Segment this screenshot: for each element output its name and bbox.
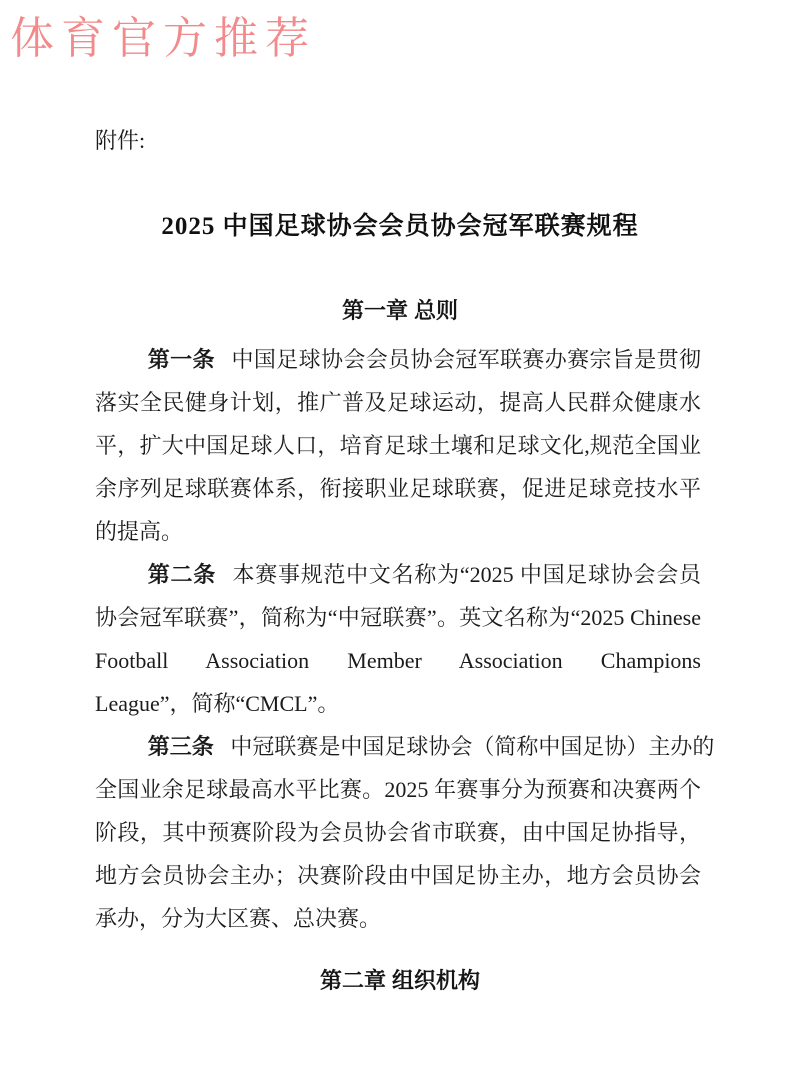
article-1-line-2: 落实全民健身计划，推广普及足球运动，提高人民群众健康水 <box>95 390 701 415</box>
article-3-line-2: 全国业余足球最高水平比赛。2025 年赛事分为预赛和决赛两个 <box>95 777 701 802</box>
article-3-first-line-text: 中冠联赛是中国足球协会（简称中国足协）主办的 <box>230 734 715 759</box>
article-2-line-4: League”，简称“CMCL”。 <box>95 691 340 716</box>
article-1-first-line-text: 中国足球协会会员协会冠军联赛办赛宗旨是贯彻 <box>231 347 701 372</box>
attachment-label: 附件: <box>95 128 146 153</box>
article-1-label: 第一条 <box>147 347 215 372</box>
document-body <box>95 338 715 940</box>
chapter-1-heading: 第一章 总则 <box>341 298 459 323</box>
article-3-line-5: 承办，分为大区赛、总决赛。 <box>95 906 382 931</box>
article-2-label: 第二条 <box>147 562 216 587</box>
article-1-line-4: 余序列足球联赛体系，衔接职业足球联赛，促进足球竞技水平 <box>95 476 701 501</box>
article-1-line-1 <box>95 338 701 381</box>
article-3-line-1 <box>95 725 715 768</box>
article-1-line-5: 的提高。 <box>95 519 184 544</box>
article-3-line-3: 阶段，其中预赛阶段为会员协会省市联赛，由中国足协指导， <box>95 820 701 845</box>
article-2-line-3: Football Association Member Association Champions <box>95 648 701 673</box>
chapter-2-heading: 第二章 组织机构 <box>319 968 481 993</box>
watermark-text: 体育官方推荐 <box>10 14 316 63</box>
article-1-line-3: 平，扩大中国足球人口，培育足球土壤和足球文化,规范全国业 <box>95 433 701 458</box>
article-3-label: 第三条 <box>147 734 214 759</box>
article-2-first-line-text: 本赛事规范中文名称为“2025 中国足球协会会员 <box>232 562 701 587</box>
article-3-line-4: 地方会员协会主办；决赛阶段由中国足协主办，地方会员协会 <box>95 863 701 888</box>
article-2-line-2: 协会冠军联赛”，简称为“中冠联赛”。英文名称为“2025 Chinese <box>95 605 701 630</box>
document-title: 2025 中国足球协会会员协会冠军联赛规程 <box>161 213 639 240</box>
article-2-line-1 <box>95 553 701 596</box>
